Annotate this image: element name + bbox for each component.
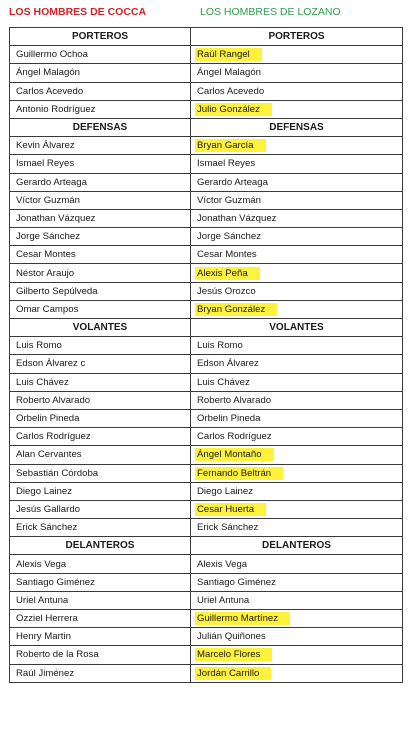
lozano-player-name: Santiago Giménez [197, 576, 276, 588]
lozano-player-name-highlighted: Cesar Huerta [195, 503, 266, 516]
player-row [10, 391, 403, 409]
cocca-player-name: Kevin Álvarez [10, 137, 191, 155]
lozano-player-cell [191, 373, 403, 391]
lozano-player-name: Erick Sánchez [197, 522, 259, 534]
lozano-player-name: Diego Lainez [197, 485, 254, 497]
lozano-player-name-highlighted: Julio González [195, 103, 272, 116]
player-row [10, 482, 403, 500]
cocca-player-name: Omar Campos [10, 300, 191, 318]
cocca-player-name: Diego Lainez [10, 482, 191, 500]
lozano-player-name: Cesar Montes [197, 249, 257, 261]
lozano-player-cell [191, 282, 403, 300]
cocca-player-name: Erick Sánchez [10, 519, 191, 537]
lozano-player-name: Alexis Vega [197, 558, 248, 570]
cocca-player-name: Luis Chávez [10, 373, 191, 391]
lozano-player-cell [191, 646, 403, 664]
lozano-player-cell [191, 500, 403, 518]
player-row [10, 209, 403, 227]
player-row [10, 191, 403, 209]
lozano-player-name: Víctor Guzmán [197, 194, 261, 206]
lozano-player-name: Carlos Acevedo [197, 85, 265, 97]
player-row [10, 300, 403, 318]
lozano-player-name-highlighted: Ángel Montaño [195, 448, 274, 461]
lozano-player-cell [191, 264, 403, 282]
cocca-player-name: Santiago Giménez [10, 573, 191, 591]
cocca-player-name: Ozziel Herrera [10, 610, 191, 628]
right-team-title: LOS HOMBRES DE LOZANO [200, 6, 341, 18]
lozano-player-cell [191, 446, 403, 464]
player-row [10, 573, 403, 591]
cocca-player-name: Uriel Antuna [10, 591, 191, 609]
cocca-player-name: Sebastián Córdoba [10, 464, 191, 482]
lozano-player-cell [191, 409, 403, 427]
lozano-player-name-highlighted: Marcelo Flores [195, 648, 272, 661]
cocca-player-name: Alexis Vega [10, 555, 191, 573]
lozano-player-cell [191, 464, 403, 482]
lozano-player-cell [191, 246, 403, 264]
player-row [10, 500, 403, 518]
lozano-player-cell [191, 664, 403, 682]
lozano-player-name: Edson Álvarez [197, 358, 259, 370]
lozano-player-cell [191, 64, 403, 82]
player-row [10, 155, 403, 173]
lozano-player-name-highlighted: Alexis Peña [195, 267, 260, 280]
lozano-player-name: Ángel Malagón [197, 67, 262, 79]
player-row [10, 610, 403, 628]
right-section-title: DELANTEROS [191, 537, 403, 555]
lozano-player-cell [191, 337, 403, 355]
left-section-title: DELANTEROS [10, 537, 191, 555]
lozano-player-cell [191, 391, 403, 409]
lozano-player-name: Carlos Rodríguez [197, 431, 272, 443]
cocca-player-name: Orbelin Pineda [10, 409, 191, 427]
player-row [10, 428, 403, 446]
left-section-title: VOLANTES [10, 319, 191, 337]
roster-comparison-table [9, 27, 403, 683]
cocca-player-name: Edson Álvarez c [10, 355, 191, 373]
lozano-player-cell [191, 628, 403, 646]
player-row [10, 355, 403, 373]
player-row [10, 446, 403, 464]
lozano-player-cell [191, 300, 403, 318]
lozano-player-cell [191, 46, 403, 64]
lozano-player-name: Jorge Sánchez [197, 231, 261, 243]
lozano-player-cell [191, 191, 403, 209]
cocca-player-name: Carlos Rodríguez [10, 428, 191, 446]
player-row [10, 264, 403, 282]
player-row [10, 519, 403, 537]
lozano-player-cell [191, 555, 403, 573]
player-row [10, 664, 403, 682]
cocca-player-name: Cesar Montes [10, 246, 191, 264]
lozano-player-name: Luis Romo [197, 340, 243, 352]
lozano-player-cell [191, 155, 403, 173]
cocca-player-name: Carlos Acevedo [10, 82, 191, 100]
lozano-player-cell [191, 610, 403, 628]
player-row [10, 228, 403, 246]
lozano-player-name: Roberto Alvarado [197, 394, 272, 406]
player-row [10, 628, 403, 646]
right-section-title: PORTEROS [191, 28, 403, 46]
player-row [10, 246, 403, 264]
section-header-row [10, 319, 403, 337]
lozano-player-cell [191, 591, 403, 609]
section-header-row [10, 537, 403, 555]
left-team-title: LOS HOMBRES DE COCCA [9, 6, 147, 18]
left-section-title: PORTEROS [10, 28, 191, 46]
cocca-player-name: Roberto Alvarado [10, 391, 191, 409]
cocca-player-name: Víctor Guzmán [10, 191, 191, 209]
player-row [10, 282, 403, 300]
cocca-player-name: Ángel Malagón [10, 64, 191, 82]
player-row [10, 46, 403, 64]
cocca-player-name: Ismael Reyes [10, 155, 191, 173]
player-row [10, 137, 403, 155]
roster-table-body [10, 28, 403, 683]
page-header [0, 0, 410, 26]
cocca-player-name: Jonathan Vázquez [10, 209, 191, 227]
lozano-player-name-highlighted: Bryan García [195, 139, 266, 152]
cocca-player-name: Antonio Rodríguez [10, 100, 191, 118]
lozano-player-name: Orbelin Pineda [197, 413, 261, 425]
player-row [10, 64, 403, 82]
lozano-player-name-highlighted: Jordán Carrillo [195, 667, 271, 680]
section-header-row [10, 28, 403, 46]
section-header-row [10, 118, 403, 136]
player-row [10, 555, 403, 573]
cocca-player-name: Henry Martin [10, 628, 191, 646]
lozano-player-cell [191, 355, 403, 373]
lozano-player-name: Gerardo Arteaga [197, 176, 268, 188]
lozano-player-cell [191, 137, 403, 155]
lozano-player-cell [191, 209, 403, 227]
player-row [10, 337, 403, 355]
left-section-title: DEFENSAS [10, 118, 191, 136]
lozano-player-name: Uriel Antuna [197, 594, 250, 606]
cocca-player-name: Gerardo Arteaga [10, 173, 191, 191]
cocca-player-name: Gilberto Sepúlveda [10, 282, 191, 300]
lozano-player-name: Jesús Orozco [197, 285, 256, 297]
player-row [10, 373, 403, 391]
lozano-player-cell [191, 173, 403, 191]
lozano-player-name-highlighted: Guillermo Martínez [195, 612, 290, 625]
player-row [10, 591, 403, 609]
player-row [10, 173, 403, 191]
player-row [10, 646, 403, 664]
lozano-player-cell [191, 82, 403, 100]
lozano-player-name-highlighted: Fernando Beltrán [195, 467, 283, 480]
lozano-player-name-highlighted: Raúl Rangel [195, 48, 262, 61]
right-section-title: VOLANTES [191, 319, 403, 337]
player-row [10, 464, 403, 482]
cocca-player-name: Guillermo Ochoa [10, 46, 191, 64]
cocca-player-name: Luis Romo [10, 337, 191, 355]
lozano-player-name-highlighted: Bryan González [195, 303, 277, 316]
lozano-player-name: Jonathan Vázquez [197, 212, 277, 224]
player-row [10, 82, 403, 100]
lozano-player-name: Luis Chávez [197, 376, 250, 388]
lozano-player-cell [191, 428, 403, 446]
player-row [10, 409, 403, 427]
lozano-player-cell [191, 573, 403, 591]
lozano-player-name: Julián Quiñones [197, 631, 266, 643]
player-row [10, 100, 403, 118]
cocca-player-name: Jesús Gallardo [10, 500, 191, 518]
lozano-player-name: Ismael Reyes [197, 158, 256, 170]
cocca-player-name: Alan Cervantes [10, 446, 191, 464]
lozano-player-cell [191, 482, 403, 500]
right-section-title: DEFENSAS [191, 118, 403, 136]
cocca-player-name: Néstor Araujo [10, 264, 191, 282]
cocca-player-name: Roberto de la Rosa [10, 646, 191, 664]
cocca-player-name: Jorge Sánchez [10, 228, 191, 246]
lozano-player-cell [191, 519, 403, 537]
lozano-player-cell [191, 100, 403, 118]
lozano-player-cell [191, 228, 403, 246]
cocca-player-name: Raúl Jiménez [10, 664, 191, 682]
